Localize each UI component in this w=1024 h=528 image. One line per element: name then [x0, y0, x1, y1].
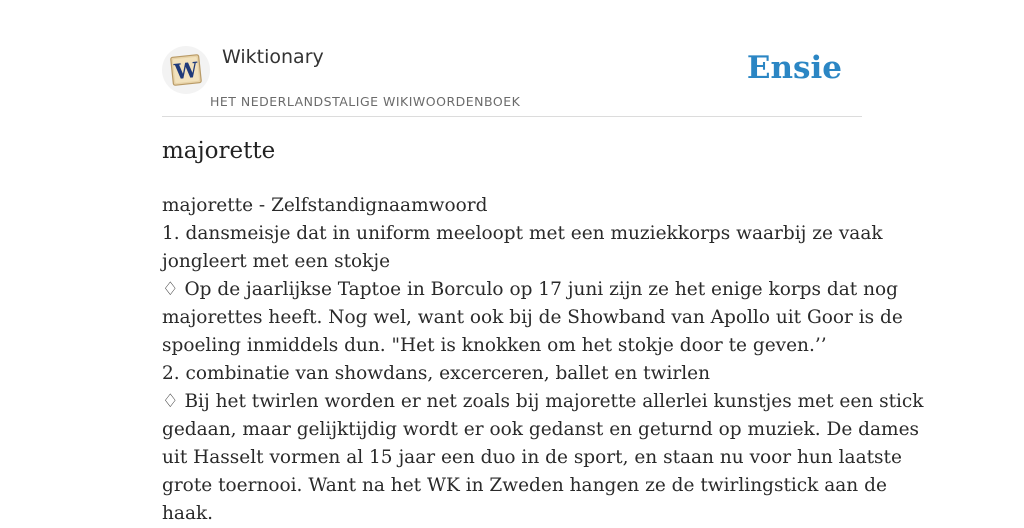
logo-letter: W: [173, 56, 200, 85]
example-1-line-2: majorettes heeft. Nog wel, want ook bij de Showband van Apollo uit Goor is de: [162, 307, 903, 328]
example-2-line-5: haak.: [162, 503, 214, 524]
definition-1-line-2: jongleert met een stokje: [162, 251, 391, 272]
site-name[interactable]: Wiktionary: [222, 46, 324, 68]
example-2-line-2: gedaan, maar gelijktijdig wordt er ook gedanst en geturnd op muziek. De dames: [162, 419, 920, 440]
definition-2-line-1: 2. combinatie van showdans, excerceren, ballet en twirlen: [162, 363, 710, 384]
example-2-line-4: grote toernooi. Want na het WK in Zweden hangen ze de twirlingstick aan de: [162, 475, 887, 496]
definition-1-line-1: 1. dansmeisje dat in uniform meeloopt met een muziekkorps waarbij ze vaak: [162, 223, 883, 244]
definition-content: [162, 192, 924, 528]
site-header: [162, 44, 862, 117]
example-2-line-1: ♢ Bij het twirlen worden er net zoals bij majorette allerlei kunstjes met een stick: [162, 391, 924, 412]
site-tagline: HET NEDERLANDSTALIGE WIKIWOORDENBOEK: [210, 94, 521, 109]
example-2-line-3: uit Hasselt vormen al 15 jaar een duo in de sport, en staan nu voor hun laatste: [162, 447, 902, 468]
example-1-line-1: ♢ Op de jaarlijkse Taptoe in Borculo op 17 juni zijn ze het enige korps dat nog: [162, 279, 898, 300]
wiktionary-logo[interactable]: [162, 46, 210, 94]
page-title: majorette: [162, 138, 276, 164]
word-type-line: majorette - Zelfstandignaamwoord: [162, 195, 488, 216]
example-1-line-3: spoeling inmiddels dun. "Het is knokken om het stokje door te geven.’’: [162, 335, 827, 356]
wiktionary-tile-icon: [167, 51, 205, 89]
ensie-brand-link[interactable]: Ensie: [746, 50, 842, 86]
